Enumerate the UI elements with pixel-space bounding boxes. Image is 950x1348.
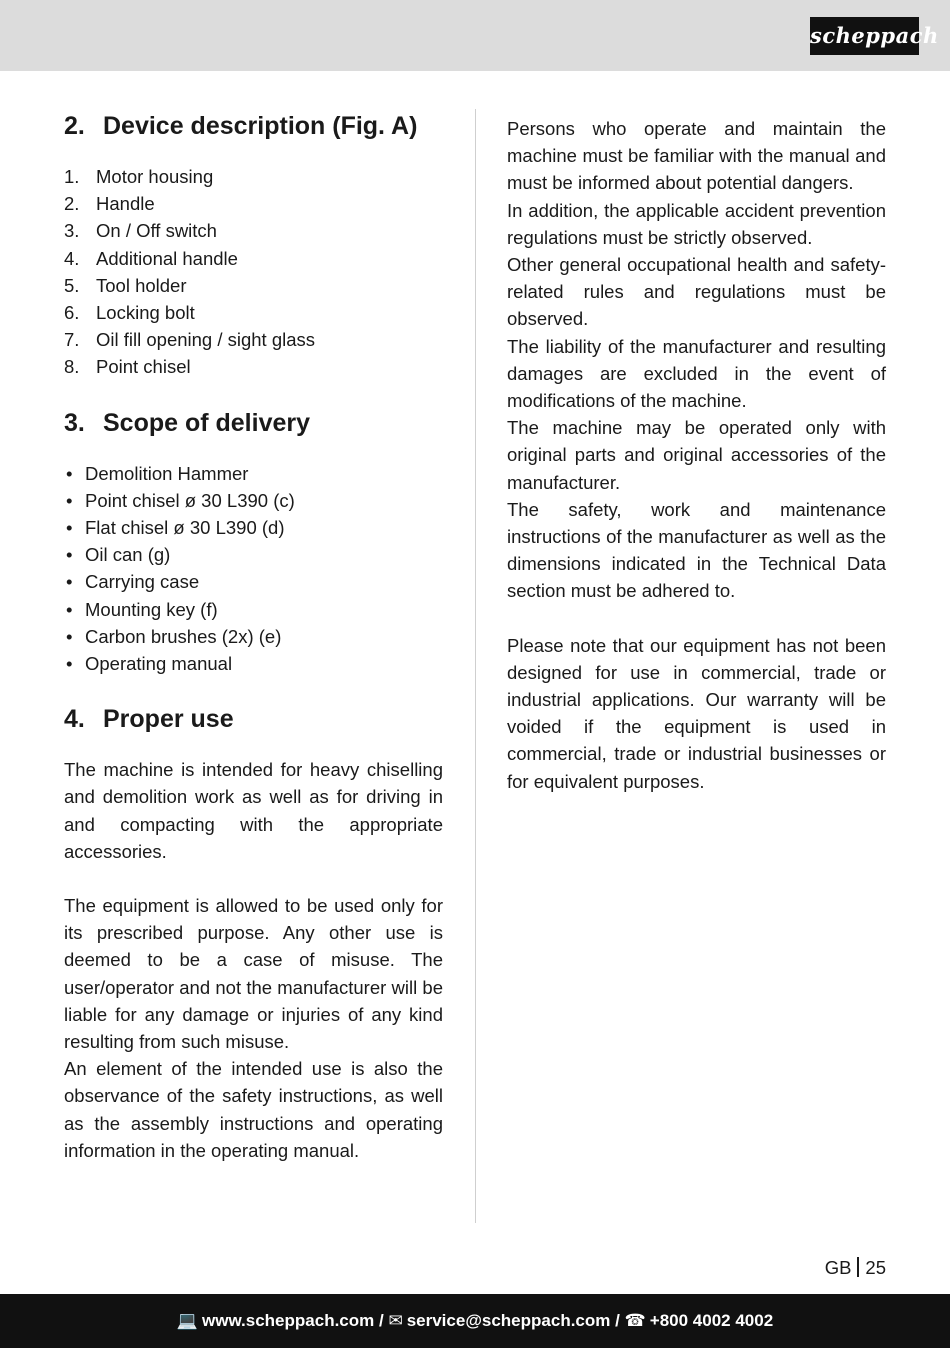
header-bar — [0, 0, 950, 71]
list-item: • Oil can (g) — [66, 544, 171, 566]
footer-bar — [0, 1294, 950, 1348]
list-item: 3. On / Off switch — [64, 220, 217, 242]
paragraph: Other general occupational health and safety-related rules and regulations must be observed. — [507, 254, 886, 330]
list-item: • Operating manual — [66, 653, 233, 675]
paragraph: An element of the intended use is also the observance of the safety instructions, as well as the assembly instructions and operating information in the operating manual. — [64, 1058, 443, 1161]
page-number-value: 25 — [865, 1257, 886, 1278]
list-item: 1. Motor housing — [64, 166, 214, 187]
laptop-icon: 💻 — [176, 1311, 198, 1330]
list-item: 8. Point chisel — [64, 356, 191, 378]
list-item: 7. Oil fill opening / sight glass — [64, 329, 316, 351]
list-item: • Demolition Hammer — [66, 462, 249, 484]
paragraph: In addition, the applicable accident prevention regulations must be strictly observed. — [507, 199, 886, 248]
list-item: 5. Tool holder — [64, 274, 187, 296]
section-title: Proper use — [103, 705, 234, 734]
section-title: Scope of delivery — [103, 408, 311, 437]
list-item: • Carbon brushes (2x) (e) — [66, 625, 282, 647]
list-item: 4. Additional handle — [64, 247, 238, 269]
telephone-icon: ☎ — [624, 1311, 646, 1330]
page-number-separator — [857, 1257, 859, 1277]
scheppach-logo: scheppach — [810, 17, 919, 55]
paragraph: The machine may be operated only with original parts and original accessories of the manufacturer. — [507, 417, 886, 493]
device-parts-list — [64, 163, 443, 381]
list-item: • Flat chisel ø 30 L390 (d) — [66, 517, 285, 539]
right-column — [507, 115, 886, 795]
section-number: 3. — [64, 408, 85, 437]
list-item: • Point chisel ø 30 L390 (c) — [66, 489, 295, 511]
paragraph: Persons who operate and maintain the machine must be familiar with the manual and must be informed about potential dangers. — [507, 118, 886, 194]
paragraph: The equipment is allowed to be used only for its prescribed purpose. Any other use is deemed to be a case of misuse. The user/operator and not the manufacturer will be liable for any damage or injuries of any kind resulting from such misuse. — [64, 895, 443, 1053]
paragraph: The safety, work and maintenance instructions of the manufacturer as well as the dimensions indicated in the Technical Data section must be adhered to. — [507, 498, 886, 602]
column-divider — [475, 109, 476, 1223]
footer-phone[interactable]: +800 4002 4002 — [649, 1311, 774, 1330]
section-number: 2. — [64, 112, 85, 140]
section-number: 4. — [64, 705, 85, 734]
footer-email[interactable]: service@scheppach.com — [406, 1311, 611, 1330]
language-code: GB — [824, 1257, 852, 1278]
list-item: • Carrying case — [66, 571, 200, 593]
paragraph: The liability of the manufacturer and resulting damages are excluded in the event of modifications of the machine. — [507, 335, 886, 412]
section-3-heading — [64, 404, 443, 442]
paragraph: Please note that our equipment has not been designed for use in commercial, trade or industrial applications. Our warranty will be voided if the equipment is used in commercial, trade or industrial businesses or for equivalent purposes. — [507, 634, 886, 792]
footer-separator: / — [378, 1311, 384, 1330]
section-2-heading — [64, 107, 443, 145]
page-number — [825, 1254, 886, 1281]
list-item: • Mounting key (f) — [66, 598, 218, 620]
paragraph: The machine is intended for heavy chiselling and demolition work as well as for driving in and compacting with the appropriate accessories. — [64, 759, 443, 862]
left-column — [64, 107, 443, 1164]
footer-website[interactable]: www.scheppach.com — [202, 1311, 375, 1330]
list-item: 6. Locking bolt — [64, 302, 195, 324]
list-item: 2. Handle — [64, 193, 155, 215]
envelope-icon: ✉ — [388, 1311, 403, 1330]
footer-separator: / — [615, 1311, 620, 1330]
section-4-heading — [64, 700, 443, 738]
section-title: Device description (Fig. A) — [103, 112, 418, 140]
delivery-list — [64, 460, 443, 678]
